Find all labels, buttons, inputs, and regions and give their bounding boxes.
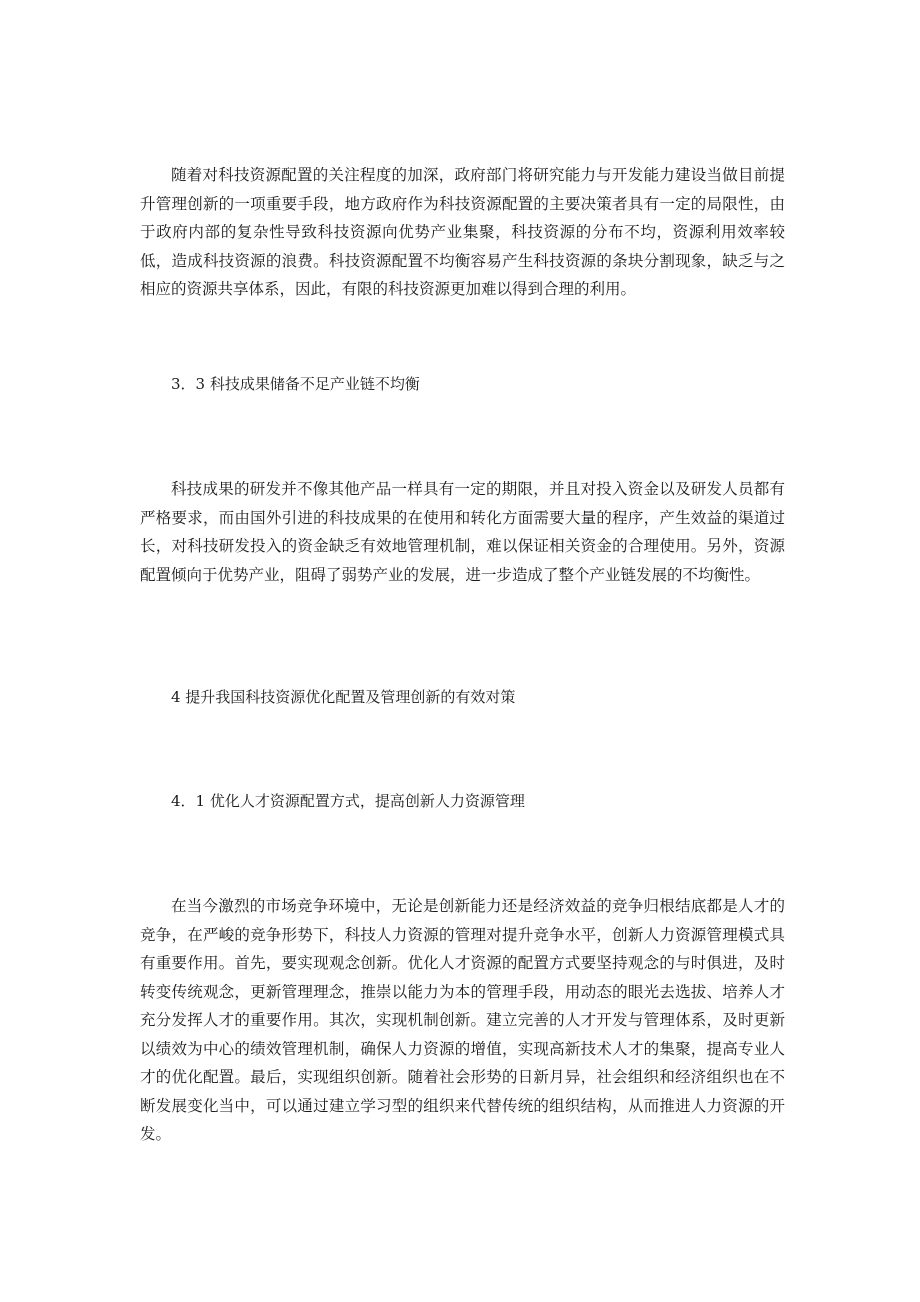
body-paragraph: 随着对科技资源配置的关注程度的加深，政府部门将研究能力与开发能力建设当做目前提升管理创新的一项重要手段，地方政府作为科技资源配置的主要决策者具有一定的局限性，由于政府内部的复杂性导致科技资源向优势产业集聚，科技资源的分布不均，资源利用效率较低，造成科技资源的浪费。科技资源配置不均衡容易产生科技资源的条块分割现象，缺乏与之相应的资源共享体系，因此，有限的科技资源更加难以得到合理的利用。 <box>140 166 785 298</box>
body-paragraph: 科技成果的研发并不像其他产品一样具有一定的期限，并且对投入资金以及研发人员都有严格要求，而由国外引进的科技成果的在使用和转化方面需要大量的程序，产生效益的渠道过长，对科技研发投入的资金缺乏有效地管理机制，难以保证相关资金的合理使用。另外，资源配置倾向于优势产业，阻碍了弱势产业的发展，进一步造成了整个产业链发展的不均衡性。 <box>140 480 785 584</box>
section-heading-3-3: 3．3 科技成果储备不足产业链不均衡 <box>171 375 420 393</box>
body-paragraph: 在当今激烈的市场竞争环境中，无论是创新能力还是经济效益的竞争归根结底都是人才的竞争，在严峻的竞争形势下，科技人力资源的管理对提升竞争水平，创新人力资源管理模式具有重要作用。首先，要实现观念创新。优化人才资源的配置方式要坚持观念的与时俱进，及时转变传统观念，更新管理理念，推崇以能力为本的管理手段，用动态的眼光去选拔、培养人才充分发挥人才的重要作用。其次，实现机制创新。建立完善的人才开发与管理体系，及时更新以绩效为中心的绩效管理机制，确保人力资源的增值，实现高新技术人才的集聚，提高专业人才的优化配置。最后，实现组织创新。随着社会形势的日新月异，社会组织和经济组织也在不断发展变化当中，可以通过建立学习型的组织来代替传统的组织结构，从而推进人力资源的开发。 <box>140 897 785 1143</box>
section-heading-4-1: 4．1 优化人才资源配置方式，提高创新人力资源管理 <box>171 792 525 810</box>
section-heading-4: 4 提升我国科技资源优化配置及管理创新的有效对策 <box>171 688 516 706</box>
